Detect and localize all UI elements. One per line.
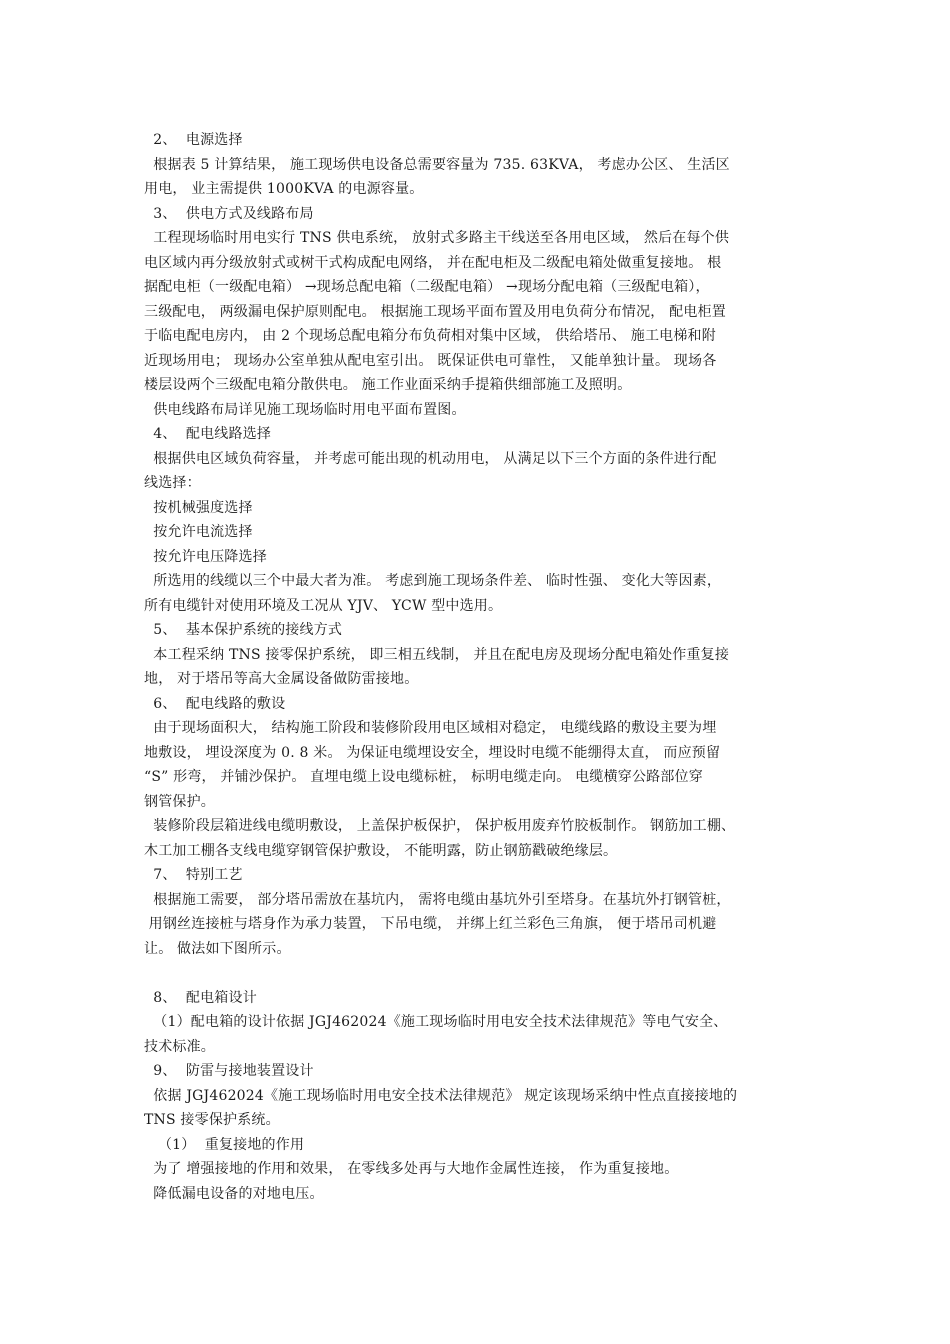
- text-line: 地敷设， 埋设深度为 0. 8 米。 为保证电缆埋设安全，埋设时电缆不能绷得太直， 而应预留: [144, 744, 721, 761]
- text-line: 供电线路布局详见施工现场临时用电平面布置图。: [144, 401, 466, 418]
- text-line: 让。 做法如下图所示。: [144, 940, 291, 957]
- text-line: 所选用的线缆以三个中最大者为准。 考虑到施工现场条件差、 临时性强、 变化大等因素，: [144, 573, 722, 589]
- text-line: 技术标准。: [144, 1038, 215, 1055]
- text-line: （1） 重复接地的作用: [144, 1136, 305, 1153]
- text-line: 为了 增强接地的作用和效果， 在零线多处再与大地作金属性连接， 作为重复接地。: [144, 1161, 679, 1177]
- text-line: 据配电柜（一级配电箱） →现场总配电箱（二级配电箱） →现场分配电箱（三级配电箱），: [144, 279, 710, 295]
- text-line: 本工程采纳 TNS 接零保护系统， 即三相五线制， 并且在配电房及现场分配电箱处作重复接: [144, 646, 730, 663]
- text-line: 三级配电， 两级漏电保护原则配电。 根据施工现场平面布置及用电负荷分布情况， 配电柜置: [144, 303, 726, 320]
- text-line: 用电， 业主需提供 1000KVA 的电源容量。: [144, 181, 424, 197]
- text-line: 工程现场临时用电实行 TNS 供电系统， 放射式多路主干线送至各用电区域， 然后在每个供: [144, 230, 730, 246]
- text-line: TNS 接零保护系统。: [144, 1112, 280, 1128]
- text-line: 于临电配电房内， 由 2 个现场总配电箱分布负荷相对集中区域， 供给塔吊、 施工电梯和附: [144, 328, 716, 344]
- text-line: 6、 配电线路的敷设: [144, 695, 286, 712]
- text-line: 用钢丝连接桩与塔身作为承力装置， 下吊电缆， 并绑上红兰彩色三角旗， 便于塔吊司机避: [144, 916, 717, 932]
- text-line: 4、 配电线路选择: [144, 426, 272, 442]
- text-line: “S” 形弯， 并铺沙保护。 直埋电缆上设电缆标桩， 标明电缆走向。 电缆横穿公路部位穿: [144, 769, 703, 785]
- text-line: 根据表 5 计算结果， 施工现场供电设备总需要容量为 735. 63KVA， 考虑办公区、 生活区: [144, 156, 730, 173]
- text-line: 根据供电区域负荷容量， 并考虑可能出现的机动用电， 从满足以下三个方面的条件进行配: [144, 450, 717, 467]
- text-line: 2、 电源选择: [144, 132, 243, 148]
- text-line: 木工加工棚各支线电缆穿钢管保护敷设， 不能明露，防止钢筋戳破绝缘层。: [144, 842, 618, 859]
- text-line: 近现场用电； 现场办公室单独从配电室引出。 既保证供电可靠性， 又能单独计量。 现场各: [144, 352, 717, 369]
- text-line: 线选择：: [144, 475, 201, 491]
- text-line: 降低漏电设备的对地电压。: [144, 1185, 324, 1202]
- blank-line: [144, 961, 824, 986]
- text-line: 按允许电流选择: [144, 524, 253, 540]
- text-line: 根据施工需要， 部分塔吊需放在基坑内， 需将电缆由基坑外引至塔身。在基坑外打钢管桩，: [144, 891, 731, 908]
- document-body: [144, 128, 824, 1206]
- text-line: 装修阶段层箱进线电缆明敷设， 上盖保护板保护， 保护板用废弃竹胶板制作。 钢筋加工棚、: [144, 818, 736, 834]
- text-line: 楼层设两个三级配电箱分散供电。 施工作业面采纳手提箱供细部施工及照明。: [144, 377, 632, 393]
- text-line: 3、 供电方式及线路布局: [144, 205, 314, 222]
- text-line: 钢管保护。: [144, 793, 215, 810]
- text-line: 按机械强度选择: [144, 499, 253, 516]
- text-line: （1）配电箱的设计依据 JGJ462024《施工现场临时用电安全技术法律规范》等电气安全、: [144, 1014, 728, 1030]
- text-line: 由于现场面积大， 结构施工阶段和装修阶段用电区域相对稳定， 电缆线路的敷设主要为埋: [144, 720, 717, 736]
- text-line: 所有电缆针对使用环境及工况从 YJV、 YCW 型中选用。: [144, 597, 503, 614]
- text-line: 电区域内再分级放射式或树干式构成配电网络， 并在配电柜及二级配电箱处做重复接地。 根: [144, 254, 722, 271]
- text-line: 按允许电压降选择: [144, 548, 267, 565]
- text-line: 5、 基本保护系统的接线方式: [144, 622, 343, 638]
- text-line: 依据 JGJ462024《施工现场临时用电安全技术法律规范》 规定该现场采纳中性点直接接地的: [144, 1087, 738, 1104]
- text-line: 8、 配电箱设计: [144, 989, 257, 1006]
- text-line: 9、 防雷与接地装置设计: [144, 1063, 314, 1079]
- text-line: 7、 特别工艺: [144, 867, 243, 883]
- text-line: 地， 对于塔吊等高大金属设备做防雷接地。: [144, 671, 419, 687]
